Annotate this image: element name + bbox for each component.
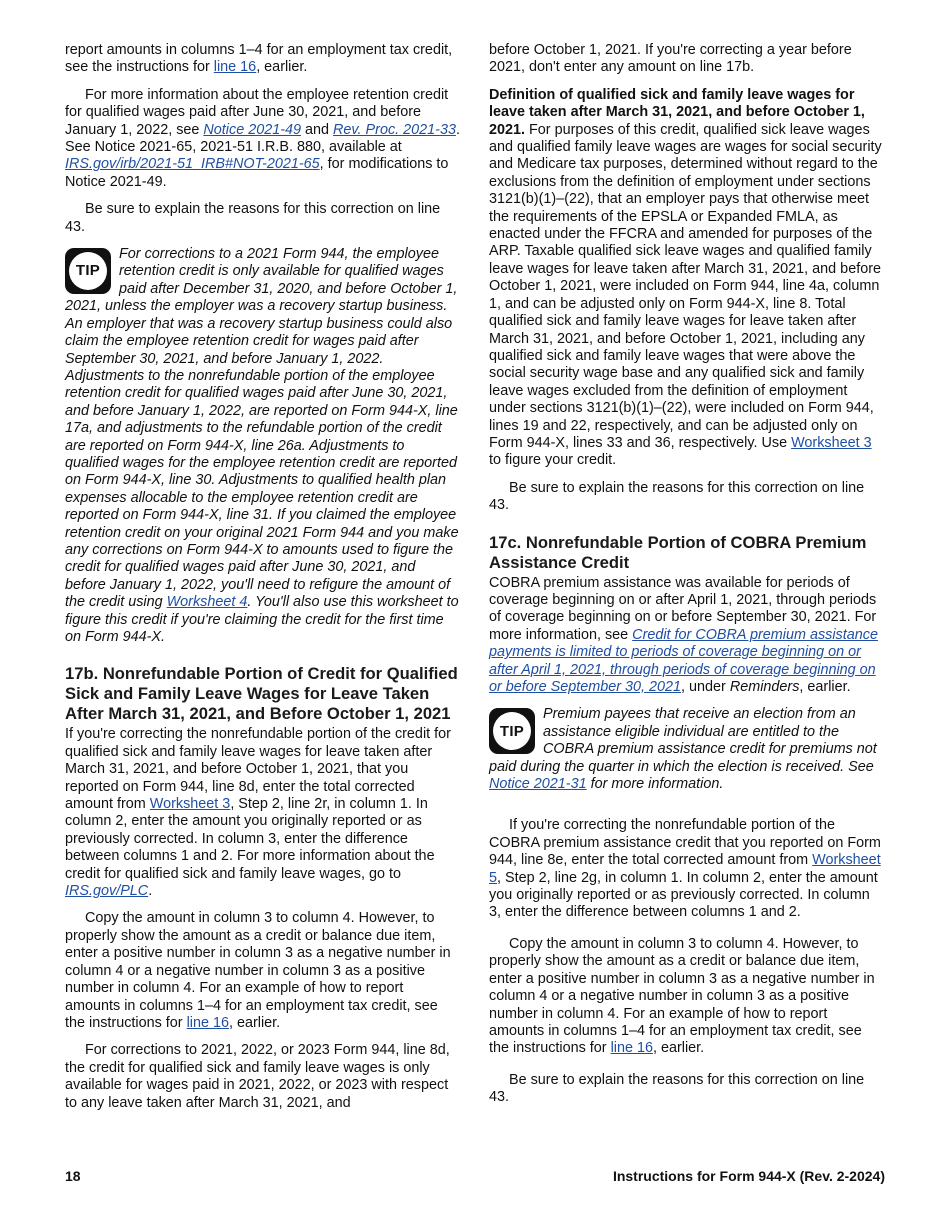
notice-2021-31-link[interactable]: Notice 2021-31 xyxy=(489,776,587,793)
section-heading-17c: 17c. Nonrefundable Portion of COBRA Premium Assistance Credit xyxy=(489,532,867,572)
paragraph: report amounts in columns 1–4 for an employment tax credit, see the instructions for line 16, earlier. xyxy=(65,42,453,76)
paragraph: Copy the amount in column 3 to column 4. However, to properly show the amount as a credit or balance due item, enter a positive number in column 3 as a negative number in column 4 or a negative number in column 3 as a positive number in column 4. For an example of how to report amounts in columns 1–4 for an employment tax credit, see the instructions for line 16, earlier. xyxy=(65,910,451,1031)
section-heading-17b: 17b. Nonrefundable Portion of Credit for Qualified Sick and Family Leave Wages for Leave Taken After March 31, 2021, and Before October 1, 2021 xyxy=(65,664,458,724)
irb-2021-51-link[interactable]: IRS.gov/irb/2021-51_IRB#NOT-2021-65 xyxy=(65,156,320,173)
cobra-credit-link[interactable]: Credit for COBRA premium assistance payments is limited to periods of coverage beginning on or after April 1, 2021, through periods of coverage beginning on or before September 30, 2021 xyxy=(489,626,878,695)
worksheet-3-link[interactable]: Worksheet 3 xyxy=(791,434,872,451)
tip-box: TIP For corrections to a 2021 Form 944, the employee retention credit is only available for qualified wages paid after December 31, 2020, and before October 1, 2021, unless the employer was a recovery startup business. An employer that was a recovery startup business could also claim the employee retention credit for wages paid after September 30, 2021, and before January 1, 2022. Adjustments to the nonrefundable portion of the employee retention credit for qualified wages paid after June 30, 2021, and before January 1, 2022, are reported on Form 944-X, line 17a, and adjustments to the refundable portion of the credit are reported on Form 944-X, line 26a. Adjustments to qualified wages for the employee retention credit are reported on Form 944-X, line 30. Adjustments to qualified health plan expenses allocable to the employee retention credit are reported on Form 944-X, line 31. If you claimed the employee retention credit on your original 2021 Form 944 and you make any corrections on Form 944-X to amounts used to figure the credit for qualified wages paid after June 30, 2021, and before January 1, 2022, you'll need to refigure the amount of the credit using Worksheet 4. You'll also use this worksheet to figure this credit if you're claiming the credit for the first time on Form 944-X. xyxy=(65,246,459,645)
tip-icon: TIP xyxy=(489,708,535,754)
paragraph: Copy the amount in column 3 to column 4. However, to properly show the amount as a credit or balance due item, enter a positive number in column 3 as a negative number in column 4 or a negative number in column 3 as a positive number in column 4. For an example of how to report amounts in columns 1–4 for an employment tax credit, see the instructions for line 16, earlier. xyxy=(489,935,875,1057)
page-number: 18 xyxy=(65,1168,81,1184)
tip-icon: TIP xyxy=(65,248,111,294)
paragraph: Definition of qualified sick and family leave wages for leave taken after March 31, 2021, and before October 1, 2021. For purposes of this credit, qualified sick leave wages and qualified family leave wages are wages for social security and Medicare tax purposes, determined without regard to the exclusions from the definition of employment under sections 3121(b)(1)–(22), that an employer pays that otherwise meet the requirements of the EPSLA or Expanded FMLA, as enacted under the FFCRA and amended for purposes of the ARP. Taxable qualified sick leave wages and qualified family leave wages for leave taken after March 31, 2021, and before October 1, 2021, were included on Form 944, line 4a, column 1, and can be adjusted only on Form 944-X, line 8. Total qualified sick and family leave wages for leave taken after March 31, 2021, and before October 1, 2021, including any qualified sick and family leave wages that were above the social security wage base and any qualified sick and family leave wages excluded from the definition of employment under sections 3121(b)(1)–(22), were included on Form 944, lines 19 and 22, respectively, and can be adjusted only on Form 944-X, lines 33 and 36, respectively. Use Worksheet 3 to figure your credit. xyxy=(489,86,882,469)
paragraph: For more information about the employee retention credit for qualified wages paid after June 30, 2021, and before January 1, 2022, see Notice 2021-49 and Rev. Proc. 2021-33. See Notice 2021-65, 2021-51 I.R.B. 880, available at IRS.gov/irb/2021-51_IRB#NOT-2021-65, for modifications to Notice 2021-49. xyxy=(65,86,460,190)
paragraph: If you're correcting the nonrefundable portion of the credit for qualified sick and family leave wages for leave taken after March 31, 2021, and before October 1, 2021, that you reported on Form 944, line 8d, enter the total corrected amount from Worksheet 3, Step 2, line 2r, in column 1. In column 2, enter the amount you originally reported or as previously corrected. In column 3, enter the difference between columns 1 and 2. For more information about the credit for qualified sick and family leave wages, go to IRS.gov/PLC. xyxy=(65,726,451,900)
left-column xyxy=(65,42,460,1122)
rev-proc-2021-33-link[interactable]: Rev. Proc. 2021-33 xyxy=(333,121,456,138)
worksheet-5-link[interactable]: Worksheet 5 xyxy=(489,852,881,886)
tip-box: TIP Premium payees that receive an election from an assistance eligible individual are entitled to the COBRA premium assistance credit for premiums not paid during the quarter in which the election is received. See Notice 2021-31 for more information. xyxy=(489,706,877,793)
paragraph: Be sure to explain the reasons for this correction on line 43. xyxy=(489,479,865,514)
right-column xyxy=(489,42,885,1117)
line-16-link[interactable]: line 16 xyxy=(186,1014,229,1031)
paragraph: Be sure to explain the reasons for this correction on line 43. xyxy=(65,201,441,235)
paragraph: If you're correcting the nonrefundable portion of the COBRA premium assistance credit that you reported on Form 944, line 8e, enter the total corrected amount from Worksheet 5, Step 2, line 2g, in column 1. In column 2, enter the amount you originally reported or as previously corrected. In column 3, enter the difference between columns 1 and 2. xyxy=(489,817,881,921)
worksheet-4-link[interactable]: Worksheet 4 xyxy=(166,594,248,611)
notice-2021-49-link[interactable]: Notice 2021-49 xyxy=(203,121,302,138)
line-16-link[interactable]: line 16 xyxy=(610,1040,653,1057)
paragraph: COBRA premium assistance was available for periods of coverage beginning on or after April 1, 2021, through periods of coverage beginning on or before September 30, 2021. For more information, see Credit for COBRA premium assistance payments is limited to periods of coverage beginning on or after April 1, 2021, through periods of coverage beginning on or before September 30, 2021, under Reminders, earlier. xyxy=(489,574,878,695)
paragraph: before October 1, 2021. If you're correcting a year before 2021, don't enter any amount on line 17b. xyxy=(489,42,852,76)
line-16-link[interactable]: line 16 xyxy=(213,59,257,76)
footer-title: Instructions for Form 944-X (Rev. 2-2024) xyxy=(612,1168,885,1184)
worksheet-3-link[interactable]: Worksheet 3 xyxy=(149,796,231,813)
paragraph: For corrections to 2021, 2022, or 2023 Form 944, line 8d, the credit for qualified sick and family leave wages is only available for wages paid in 2021, 2022, or 2023 with respect to any leave taken after March 31, 2021, and xyxy=(65,1042,450,1111)
paragraph: Be sure to explain the reasons for this correction on line 43. xyxy=(489,1071,865,1106)
irs-plc-link[interactable]: IRS.gov/PLC xyxy=(65,883,149,900)
